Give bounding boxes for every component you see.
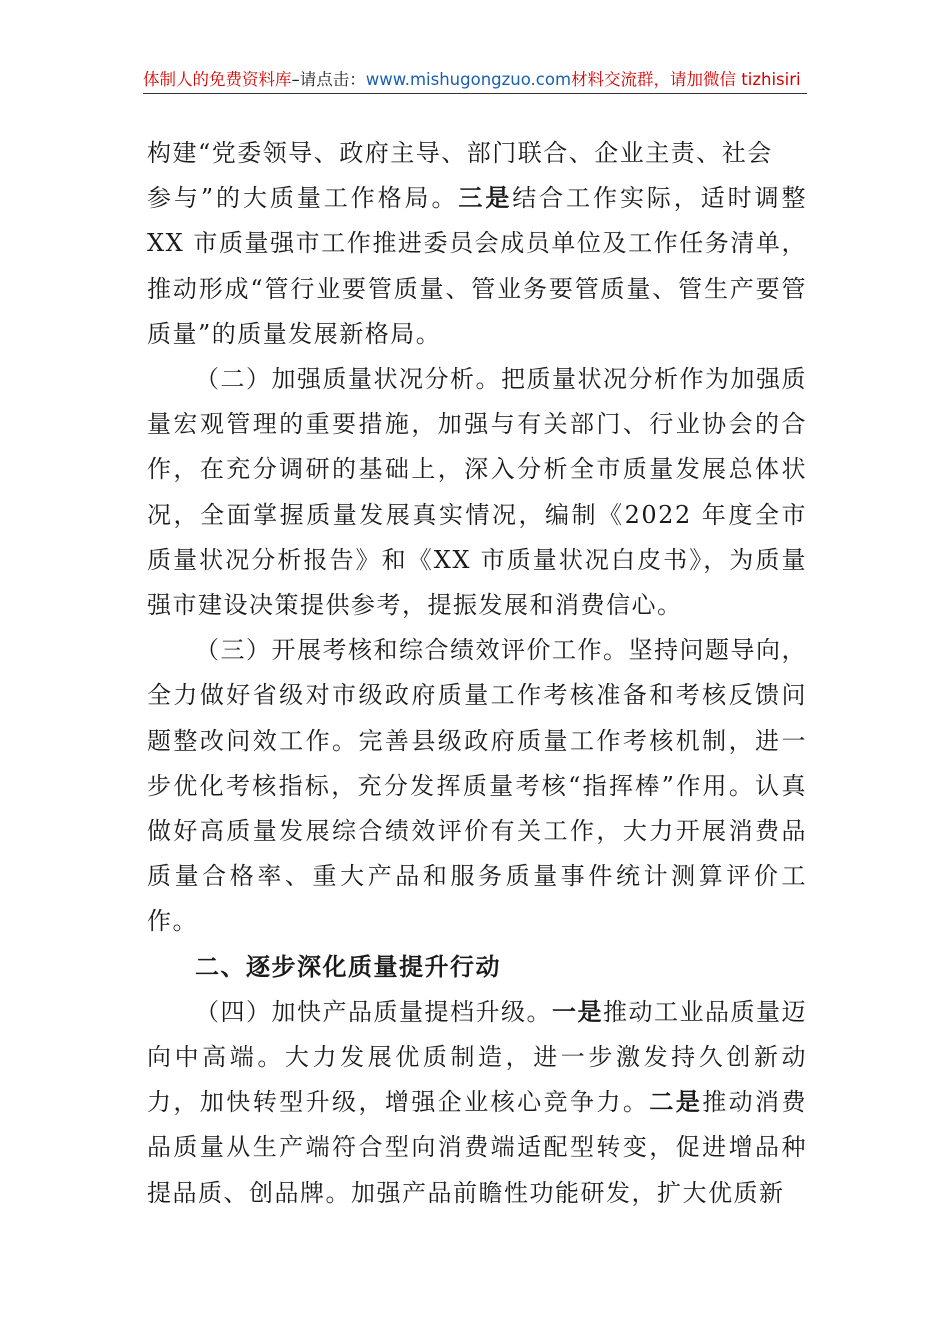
paragraph-1-text-b: 结合工作实际，适时调整	[512, 184, 808, 213]
paragraph-1	[147, 131, 807, 357]
paragraph-1-bold: 三是	[458, 184, 513, 213]
section-heading: 二、逐步深化质量提升行动	[195, 952, 501, 981]
header-suffix: 材料交流群，请加微信 tizhisiri	[571, 70, 801, 89]
paragraph-3	[147, 628, 807, 944]
document-body	[147, 131, 807, 1216]
paragraph-2	[147, 357, 807, 628]
paragraph-2-heading: （二）加强质量状况分析。	[195, 365, 501, 394]
header-prompt: –请点击：	[291, 70, 366, 89]
paragraph-4-bold-2: 二是	[649, 1088, 703, 1117]
paragraph-1-line-1: 构建“党委领导、政府主导、部门联合、企业主责、社会	[147, 139, 773, 167]
paragraph-1-rest: XX 市质量强市工作推进委员会成员单位及工作任务清单，推动形成“管行业要管质量、管业务要管质量、管生产要管质量”的质量发展新格局。	[147, 229, 807, 348]
paragraph-3-heading: （三）开展考核和综合绩效评价工作。	[195, 636, 629, 665]
header-url-link[interactable]: www.mishugongzuo.com	[365, 70, 572, 89]
paragraph-4-heading: （四）加快产品质量提档升级。	[195, 997, 552, 1026]
paragraph-4	[147, 990, 807, 1216]
header-site-name: 体制人的免费资料库	[143, 70, 292, 89]
paragraph-4-bold-1: 一是	[552, 997, 603, 1026]
paragraph-1-text-a: 参与”的大质量工作格局。	[147, 184, 459, 213]
paragraph-3-text: 坚持问题导向，全力做好省级对市级政府质量工作考核准备和考核反馈问题整改问效工作。完善县级政府质量工作考核机制，进一步优化考核指标，充分发挥质量考核“指挥棒”作用。认真做好高质量发展综合绩效评价有关工作，大力开展消费品质量合格率、重大产品和服务质量事件统计测算评价工作。	[147, 636, 807, 936]
paragraph-4-text-2: 推动消费品质量从生产端符合型向消费端适配型转变，促进增品种提品质、创品牌。加强产品前瞻性功能研发，扩大优质新	[147, 1088, 807, 1207]
paragraph-2-text: 把质量状况分析作为加强质量宏观管理的重要措施，加强与有关部门、行业协会的合作，在充分调研的基础上，深入分析全市质量发展总体状况，全面掌握质量发展真实情况，编制《2022 年度全市质量状况分析报告》和《XX 市质量状况白皮书》，为质量强市建设决策提供参考，提振发展和消费信心。	[147, 365, 807, 620]
paragraph-4-text-1: 推动工业品质量迈向中高端。大力发展优质制造，进一步激发持久创新动力，加快转型升级，增强企业核心竞争力。	[147, 997, 807, 1117]
page-header	[143, 66, 807, 94]
